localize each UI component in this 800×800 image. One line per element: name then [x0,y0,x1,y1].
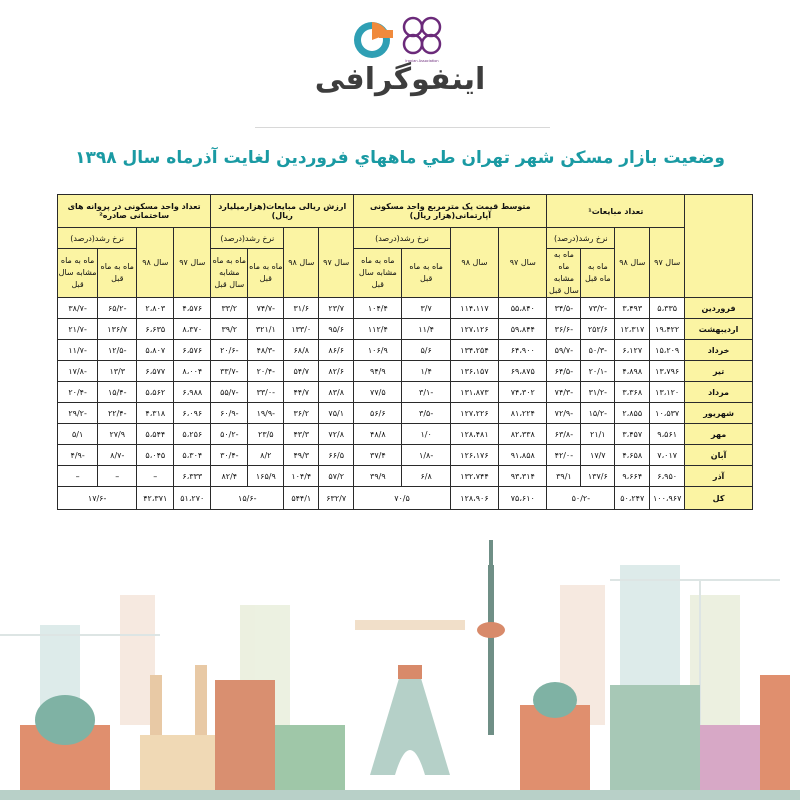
page-title: وضعیت بازار مسکن شهر تهران طي ماههاي فروردین لغایت آذرماه سال ۱۳۹۸ [75,148,725,168]
total-price-growth-cell: ۷۰/۵ [354,487,451,510]
value-97-cell: ۶۶/۵ [319,445,354,466]
value-growth-mom-cell: -۱۹/۹ [248,403,284,424]
year97-header: سال ۹۷ [650,228,685,298]
divider [255,127,550,128]
group-header-permits: تعداد واحد مسکونی در پروانه های ساختمانی صادره² [58,195,211,228]
svg-text:Iranian Association: Iranian Association [405,59,439,63]
pie-chart-icon [354,22,393,58]
sales-growth-mom-cell: ۱۳۷/۶ [581,466,615,487]
price-growth-yoy-cell: ۹۴/۹ [354,361,402,382]
permits-growth-yoy-cell: -۱۱/۷ [58,340,98,361]
price-98-cell: ۱۲۶،۱۷۶ [450,445,498,466]
sales-growth-mom-cell: -۷۳/۲ [581,298,615,319]
value-98-cell: ۱۳۳/۰ [284,319,319,340]
price-growth-yoy-cell: ۳۹/۹ [354,466,402,487]
sales-98-cell: ۳،۴۵۷ [615,424,650,445]
logo-graphic [0,0,800,115]
sales-growth-yoy-cell: -۳۶/۶ [547,319,581,340]
value-97-cell: ۲۳/۷ [319,298,354,319]
table-row [58,361,753,382]
price-growth-yoy-cell: ۵۶/۶ [354,403,402,424]
group-header-sales-value: ارزش ریالی مبایعات(هزارمیلیارد ریال) [211,195,354,228]
price-97-cell: ۸۱،۲۲۴ [499,403,547,424]
growth-mom-header: ماه به ماه قبل [248,249,284,298]
total-sales-97-cell: ۱۰۰،۹۶۷ [650,487,685,510]
value-growth-mom-cell: -۷۴/۷ [248,298,284,319]
value-growth-yoy-cell: ۳۹/۲ [211,319,248,340]
year98-header: سال ۹۸ [137,228,174,298]
permits-growth-mom-cell: -۲۲/۴ [98,403,137,424]
month-label: مرداد [685,382,753,403]
value-98-cell: ۱۰۴/۴ [284,466,319,487]
price-97-cell: ۵۵،۸۴۰ [499,298,547,319]
total-permits-97-cell: ۵۱،۲۷۰ [174,487,211,510]
month-label: خرداد [685,340,753,361]
growth-mom-header: ماه به ماه قبل [581,249,615,298]
permits-growth-yoy-cell: ۵/۱ [58,424,98,445]
growth-yoy-header: ماه به ماه مشابه سال قبل [547,249,581,298]
total-price-98-cell: ۱۲۸،۹۰۶ [450,487,498,510]
sales-98-cell: ۲،۸۵۵ [615,403,650,424]
value-97-cell: ۷۲/۸ [319,424,354,445]
value-growth-yoy-cell: -۶۰/۹ [211,403,248,424]
sales-growth-yoy-cell: -۵۹/۷ [547,340,581,361]
value-97-cell: ۸۳/۸ [319,382,354,403]
value-98-cell: ۶۸/۸ [284,340,319,361]
sales-growth-yoy-cell: -۶۳/۸ [547,424,581,445]
price-growth-mom-cell: ۳/۷ [402,298,450,319]
sales-97-cell: ۶،۹۵۰ [650,466,685,487]
sales-98-cell: ۳،۳۶۸ [615,382,650,403]
year98-header: سال ۹۸ [615,228,650,298]
month-header-cell [685,195,753,298]
permits-98-cell: – [137,466,174,487]
sales-98-cell: ۹،۶۶۴ [615,466,650,487]
table-row [58,298,753,319]
sales-growth-mom-cell: -۲۰/۱ [581,361,615,382]
permits-growth-mom-cell: -۱۵/۴ [98,382,137,403]
price-97-cell: ۹۱،۸۵۸ [499,445,547,466]
price-growth-mom-cell: ۶/۸ [402,466,450,487]
price-97-cell: ۵۹،۸۴۴ [499,319,547,340]
permits-growth-yoy-cell: -۴/۹ [58,445,98,466]
total-permits-growth-cell: -۱۷/۶ [58,487,137,510]
table-row [58,466,753,487]
sales-97-cell: ۱۳،۱۲۰ [650,382,685,403]
permits-97-cell: ۶،۵۷۶ [174,340,211,361]
price-growth-mom-cell: -۳/۵ [402,403,450,424]
price-98-cell: ۱۳۱،۸۷۳ [450,382,498,403]
price-growth-mom-cell: ۱۱/۴ [402,319,450,340]
value-growth-mom-cell: -۴۸/۳ [248,340,284,361]
sales-growth-yoy-cell: ۳۹/۱ [547,466,581,487]
sales-98-cell: ۶،۱۲۷ [615,340,650,361]
permits-growth-yoy-cell: -۲۱/۷ [58,319,98,340]
value-growth-yoy-cell: -۳۰/۴ [211,445,248,466]
total-value-98-cell: ۵۴۴/۱ [284,487,319,510]
price-98-cell: ۱۳۶،۱۵۷ [450,361,498,382]
sales-growth-yoy-cell: -۷۴/۳ [547,382,581,403]
permits-97-cell: ۶،۹۸۸ [174,382,211,403]
permits-97-cell: ۶،۰۹۶ [174,403,211,424]
total-label: کل [685,487,753,510]
total-permits-98-cell: ۴۲،۳۷۱ [137,487,174,510]
tehran-skyline-illustration [0,525,800,800]
price-growth-yoy-cell: ۴۸/۸ [354,424,402,445]
total-sales-98-cell: ۵۰،۲۴۷ [615,487,650,510]
value-98-cell: ۳۶/۲ [284,403,319,424]
sales-98-cell: ۱۲،۳۱۷ [615,319,650,340]
year97-header: سال ۹۷ [499,228,547,298]
total-price-97-cell: ۷۵،۶۱۰ [499,487,547,510]
month-label: شهریور [685,403,753,424]
permits-growth-mom-cell: ۱۳۶/۷ [98,319,137,340]
permits-97-cell: ۸،۰۰۴ [174,361,211,382]
sales-97-cell: ۵،۳۳۵ [650,298,685,319]
permits-97-cell: ۴،۵۷۶ [174,298,211,319]
price-growth-yoy-cell: ۱۱۲/۴ [354,319,402,340]
year98-header: سال ۹۸ [284,228,319,298]
table-row [58,382,753,403]
value-growth-mom-cell: ۸/۲ [248,445,284,466]
value-growth-mom-cell: ۱۶۵/۹ [248,466,284,487]
value-growth-yoy-cell: -۳۳/۷ [211,361,248,382]
value-growth-yoy-cell: -۵۰/۲ [211,424,248,445]
sales-growth-yoy-cell: -۶۴/۵ [547,361,581,382]
sales-98-cell: ۴،۸۹۸ [615,361,650,382]
permits-98-cell: ۶،۵۷۷ [137,361,174,382]
month-label: فروردین [685,298,753,319]
price-growth-yoy-cell: ۱۰۴/۴ [354,298,402,319]
sales-growth-yoy-cell: -۷۲/۹ [547,403,581,424]
price-97-cell: ۸۲،۳۳۸ [499,424,547,445]
month-label: مهر [685,424,753,445]
permits-98-cell: ۵،۸۰۷ [137,340,174,361]
price-98-cell: ۱۲۷،۱۲۶ [450,319,498,340]
value-growth-mom-cell: -۳۳/۰ [248,382,284,403]
growth-mom-header: ماه به ماه قبل [402,249,450,298]
month-label: آذر [685,466,753,487]
price-98-cell: ۱۲۷،۲۲۶ [450,403,498,424]
growth-yoy-header: ماه به ماه مشابه سال قبل [58,249,98,298]
sales-growth-yoy-cell: -۳۴/۵ [547,298,581,319]
price-growth-mom-cell: ۱/۰ [402,424,450,445]
value-97-cell: ۷۵/۱ [319,403,354,424]
brand-name: اینفوگرافی [314,62,486,97]
value-97-cell: ۸۲/۶ [319,361,354,382]
permits-97-cell: ۸،۳۷۰ [174,319,211,340]
permits-97-cell: ۵،۳۰۴ [174,445,211,466]
permits-98-cell: ۵،۵۶۲ [137,382,174,403]
value-97-cell: ۹۵/۶ [319,319,354,340]
sales-97-cell: ۱۳،۷۹۶ [650,361,685,382]
permits-98-cell: ۵،۵۴۴ [137,424,174,445]
growth-yoy-header: ماه به ماه مشابه سال قبل [354,249,402,298]
value-growth-mom-cell: -۲۰/۴ [248,361,284,382]
permits-growth-mom-cell: -۸/۷ [98,445,137,466]
total-value-97-cell: ۶۳۲/۷ [319,487,354,510]
permits-growth-yoy-cell: -۳۸/۷ [58,298,98,319]
permits-97-cell: ۵،۲۵۶ [174,424,211,445]
price-growth-mom-cell: -۱/۸ [402,445,450,466]
price-97-cell: ۶۴،۹۰۰ [499,340,547,361]
table-row [58,424,753,445]
value-98-cell: ۴۳/۳ [284,424,319,445]
sales-growth-mom-cell: -۵۰/۳ [581,340,615,361]
growth-yoy-header: ماه به ماه مشابه سال قبل [211,249,248,298]
sales-97-cell: ۷،۰۱۷ [650,445,685,466]
value-97-cell: ۵۷/۲ [319,466,354,487]
table-row [58,340,753,361]
permits-98-cell: ۲،۸۰۳ [137,298,174,319]
price-98-cell: ۱۳۴،۲۵۴ [450,340,498,361]
sales-growth-mom-cell: -۱۵/۲ [581,403,615,424]
permits-98-cell: ۶،۶۳۵ [137,319,174,340]
permits-growth-mom-cell: ۱۳/۳ [98,361,137,382]
price-97-cell: ۹۳،۳۱۴ [499,466,547,487]
month-label: اردیبهشت [685,319,753,340]
permits-growth-yoy-cell: -۲۰/۴ [58,382,98,403]
total-value-growth-cell: -۱۵/۶ [211,487,284,510]
table-row [58,445,753,466]
price-growth-yoy-cell: ۱۰۶/۹ [354,340,402,361]
sales-98-cell: ۳،۴۹۳ [615,298,650,319]
housing-market-table [57,194,753,510]
value-98-cell: ۴۴/۷ [284,382,319,403]
permits-98-cell: ۵،۰۴۵ [137,445,174,466]
year97-header: سال ۹۷ [319,228,354,298]
price-98-cell: ۱۱۴،۱۱۷ [450,298,498,319]
growth-header: نرخ رشد(درصد) [58,228,137,249]
value-growth-yoy-cell: -۲۰/۶ [211,340,248,361]
sales-97-cell: ۱۵،۲۰۹ [650,340,685,361]
permits-growth-mom-cell: -۱۲/۵ [98,340,137,361]
price-98-cell: ۱۳۲،۷۴۴ [450,466,498,487]
total-row [58,487,753,510]
value-97-cell: ۸۶/۶ [319,340,354,361]
permits-growth-yoy-cell: – [58,466,98,487]
sales-97-cell: ۱۹،۴۲۲ [650,319,685,340]
month-label: آبان [685,445,753,466]
group-header-sales-count: تعداد مبایعات¹ [547,195,685,228]
sales-growth-mom-cell: ۲۱/۱ [581,424,615,445]
growth-header: نرخ رشد(درصد) [547,228,615,249]
sales-growth-mom-cell: ۱۷/۷ [581,445,615,466]
year97-header: سال ۹۷ [174,228,211,298]
permits-98-cell: ۴،۳۱۸ [137,403,174,424]
value-growth-yoy-cell: ۸۲/۴ [211,466,248,487]
table-row [58,403,753,424]
year98-header: سال ۹۸ [450,228,498,298]
month-label: تیر [685,361,753,382]
permits-growth-yoy-cell: -۱۷/۸ [58,361,98,382]
sales-growth-mom-cell: ۲۵۲/۶ [581,319,615,340]
sales-growth-yoy-cell: -۴۲/۰ [547,445,581,466]
association-emblem [404,18,440,53]
price-97-cell: ۶۹،۸۷۵ [499,361,547,382]
table-body [58,298,753,510]
logo-area [0,0,800,115]
sales-98-cell: ۴،۶۵۸ [615,445,650,466]
value-98-cell: ۴۹/۳ [284,445,319,466]
value-98-cell: ۵۴/۷ [284,361,319,382]
price-growth-yoy-cell: ۷۷/۵ [354,382,402,403]
growth-header: نرخ رشد(درصد) [211,228,284,249]
price-97-cell: ۷۴،۳۰۲ [499,382,547,403]
permits-97-cell: ۶،۳۳۳ [174,466,211,487]
permits-growth-mom-cell: -۶۵/۲ [98,298,137,319]
price-growth-mom-cell: -۳/۱ [402,382,450,403]
permits-growth-mom-cell: – [98,466,137,487]
value-growth-mom-cell: ۳۲۱/۱ [248,319,284,340]
sales-97-cell: ۹،۵۶۱ [650,424,685,445]
group-header-avg-price: متوسط قیمت یک مترمربع واحد مسکونی آپارتمانی(هزار ریال) [354,195,547,228]
price-growth-mom-cell: ۱/۴ [402,361,450,382]
value-growth-yoy-cell: ۳۳/۲ [211,298,248,319]
price-growth-mom-cell: ۵/۶ [402,340,450,361]
growth-mom-header: ماه به ماه قبل [98,249,137,298]
value-growth-mom-cell: ۲۳/۵ [248,424,284,445]
total-sales-growth-cell: -۵۰/۲ [547,487,615,510]
sales-97-cell: ۱۰،۵۳۷ [650,403,685,424]
value-growth-yoy-cell: -۵۵/۷ [211,382,248,403]
price-98-cell: ۱۲۸،۴۸۱ [450,424,498,445]
permits-growth-yoy-cell: -۲۹/۲ [58,403,98,424]
growth-header: نرخ رشد(درصد) [354,228,451,249]
value-98-cell: ۳۱/۶ [284,298,319,319]
sales-growth-mom-cell: -۳۱/۲ [581,382,615,403]
permits-growth-mom-cell: ۲۷/۹ [98,424,137,445]
table-row [58,319,753,340]
price-growth-yoy-cell: ۳۷/۴ [354,445,402,466]
